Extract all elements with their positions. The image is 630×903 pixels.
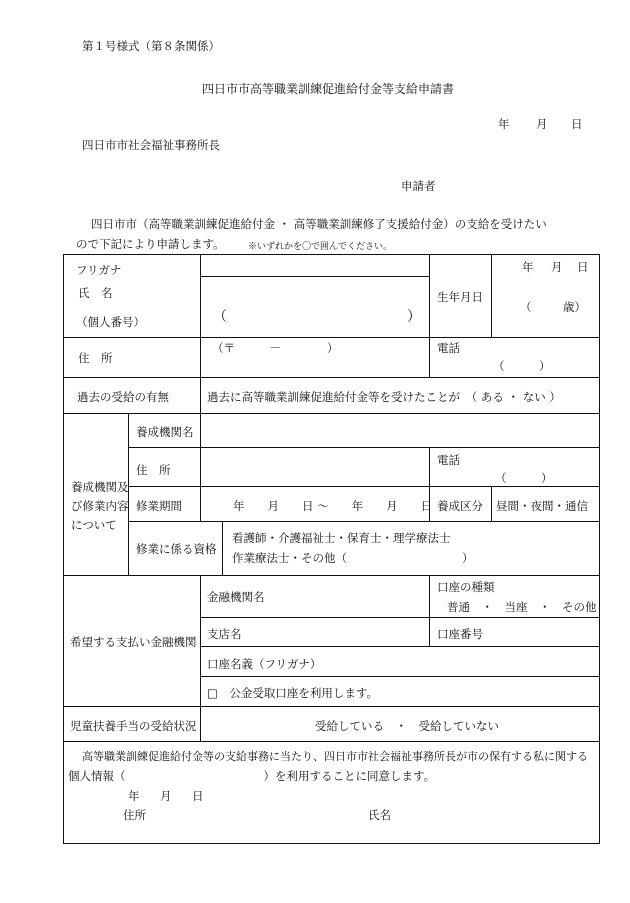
branch-name-label: 支店名 (207, 627, 242, 641)
study-period-value: 年 月 日 ～ 年 月 日 (233, 499, 433, 513)
intro-line-1: 四日市市（高等職業訓練促進給付金 ・ 高等職業訓練修了支援給付金）の支給を受けたい (91, 217, 547, 231)
address-label: 住 所 (78, 351, 113, 365)
birth-day-label: 日 (577, 260, 589, 274)
intro-line-2: ので下記により申請します。 (76, 237, 225, 251)
addressee: 四日市市社会福祉事務所長 (82, 138, 220, 152)
my-number-paren-close: ） (407, 309, 421, 325)
institution-phone-label: 電話 (437, 453, 460, 467)
date-month-label: 月 (536, 117, 548, 131)
intro-note: ※いずれかを〇で囲んでください。 (248, 242, 393, 252)
consent-line-1: 高等職業訓練促進給付金等の支給事務に当たり、四日市市社会福祉事務所長が市の保有する私に関する (82, 750, 588, 763)
bank-name-label: 金融機関名 (207, 590, 265, 604)
institution-address-label: 住 所 (136, 463, 171, 477)
my-number-label: （個人番号） (76, 315, 145, 329)
public-account-checkbox[interactable]: □ 公金受取口座を利用します。 (207, 686, 378, 700)
birth-month-label: 月 (551, 260, 563, 274)
past-receipt-label: 過去の受給の有無 (77, 390, 169, 404)
applicant-label: 申請者 (401, 179, 436, 193)
form-title: 四日市市高等職業訓練促進給付金等支給申請書 (202, 82, 455, 96)
institution-phone-area-code: （ ） (495, 471, 553, 485)
consent-day-label: 日 (192, 789, 204, 803)
account-holder-label: 口座名義（フリガナ） (207, 657, 322, 671)
account-type-options: 普通 ・ 当座 ・ その他 (447, 600, 597, 614)
birth-year-label: 年 (522, 260, 534, 274)
my-number-paren-open: （ (213, 309, 227, 325)
phone-label: 電話 (437, 341, 460, 355)
postal-code-field: （〒 － ） (212, 341, 339, 355)
qualification-line-1: 看護師・介護福祉士・保育士・理学療法士 (232, 531, 451, 545)
training-section-line-1: 養成機関及 (71, 480, 129, 494)
study-period-label: 修業期間 (136, 499, 182, 513)
consent-year-label: 年 (128, 789, 140, 803)
date-day-label: 日 (571, 117, 583, 131)
consent-line-2: 個人情報（ ）を利用することに同意します。 (68, 769, 436, 783)
age-paren-open: （ (520, 300, 532, 314)
qualification-line-2: 作業療法士・その他（ ） (232, 551, 474, 565)
child-allowance-options: 受給している ・ 受給していない (315, 719, 499, 733)
training-section-line-3: について (71, 518, 117, 532)
form-number: 第１号様式（第８条関係） (82, 39, 220, 53)
qualification-label: 修業に係る資格 (136, 542, 217, 556)
account-number-label: 口座番号 (437, 627, 483, 641)
child-allowance-label: 児童扶養手当の受給状況 (70, 719, 197, 733)
institution-name-label: 養成機関名 (136, 425, 194, 439)
past-receipt-question: 過去に高等職業訓練促進給付金等を受けたことが （ ある ・ ない ） (207, 390, 561, 404)
date-year-label: 年 (498, 117, 510, 131)
consent-address-label: 住所 (123, 808, 146, 822)
bank-section-label: 希望する支払い金融機関 (70, 635, 197, 649)
consent-month-label: 月 (160, 789, 172, 803)
furigana-label: フリガナ (76, 263, 122, 277)
phone-area-code: （ ） (493, 359, 551, 373)
account-type-label: 口座の種類 (437, 580, 495, 594)
course-type-label: 養成区分 (437, 499, 483, 513)
age-label: 歳） (563, 300, 586, 314)
name-label: 氏 名 (78, 286, 113, 300)
birthdate-label: 生年月日 (437, 290, 483, 304)
course-type-options: 昼間・夜間・通信 (496, 499, 588, 513)
training-section-line-2: び修業内容 (71, 499, 129, 513)
consent-name-label: 氏名 (368, 808, 391, 822)
